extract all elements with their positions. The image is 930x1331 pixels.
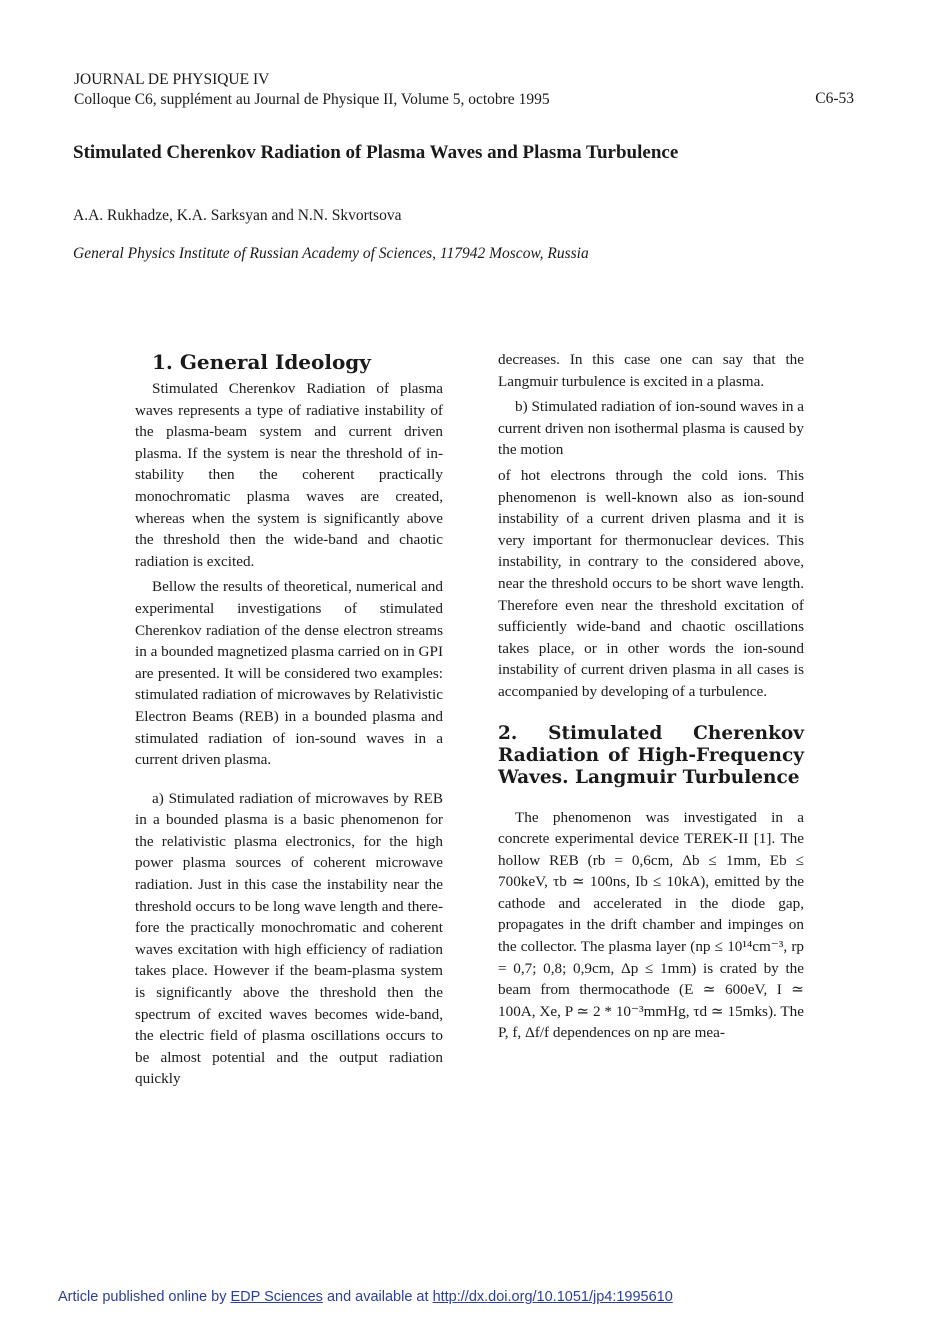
- paper-title: Stimulated Cherenkov Radiation of Plasma Waves and Plasma Turbulence: [73, 142, 679, 163]
- publisher-link[interactable]: EDP Sciences: [230, 1289, 323, 1305]
- publication-footer: [58, 1289, 673, 1305]
- paragraph: Bellow the results of theoretical, numerical and experimental investigations of stimulated Cherenkov radiation of the dense electron streams in a bounded magnetized plasma carried on in GPI are presented. It will be considered two examples: stimulated radiation of microwaves by Relativistic Electron Beams (REB) in a bounded plasma and stimulated radiation of ion-sound waves in a current driven plasma.: [135, 578, 443, 769]
- page-number: C6-53: [815, 90, 854, 107]
- paragraph: a) Stimulated radiation of microwaves by REB in a bounded plasma is a basic phenomenon for the relativistic plasma electronics, for the high power plasma sources of coherent microwave radiation. Just in this case the instability near the threshold occurs to be long wave length and therefore the practically monochromatic and coherent waves excitation with high efficiency of radiation takes place. However if the beam-plasma system is significantly above the threshold then the spectrum of excited waves becomes wide-band, the electric field of plasma oscillations occurs to be almost potential and the output radiation quickly: [135, 789, 443, 1088]
- left-column: [135, 350, 443, 1090]
- footer-middle: and available at: [322, 1289, 433, 1305]
- paragraph: Stimulated Cherenkov Radiation of plasma waves represents a type of radiative instability of the plasma-beam system and current driven plasma. If the system is near the threshold of instability then the coherent practically monochromatic plasma waves are created, whereas when the system is significantly above the threshold then the wide-band and chaotic radiation is excited.: [135, 380, 443, 570]
- doi-link[interactable]: http://dx.doi.org/10.1051/jp4:1995610: [432, 1289, 673, 1305]
- journal-name: JOURNAL DE PHYSIQUE IV: [74, 71, 270, 88]
- paragraph: b) Stimulated radiation of ion-sound waves in a current driven non isothermal plasma is caused by the motion: [498, 398, 804, 459]
- paragraph: of hot electrons through the cold ions. This phenomenon is well-known also as ion-sound instability of a current driven plasma and it is very important for thermonuclear devices. This instability, in contrary to the considered above, near the threshold occurs to be short wave length. Therefore even near the threshold excitation of sufficiently wide-band and chaotic oscillations takes place, or in other words the ion-sound instability of current driven plasma in all cases is accompanied by developing of a turbulence.: [498, 466, 804, 700]
- right-column: [498, 349, 804, 1044]
- authors: A.A. Rukhadze, K.A. Sarksyan and N.N. Skvortsova: [73, 207, 402, 224]
- section-heading-1: 1. General Ideology: [152, 350, 371, 374]
- section-heading-2: 2. Stimulated Cherenkov Radiation of High-Frequency Waves. Langmuir Turbulence: [498, 722, 804, 788]
- journal-header: [74, 70, 550, 110]
- paragraph: decreases. In this case one can say that the Langmuir turbulence is excited in a plasma.: [498, 351, 804, 390]
- paragraph: The phenomenon was investigated in a concrete experimental device TEREK-II [1]. The hollow REB (rb = 0,6cm, Δb ≤ 1mm, Eb ≤ 700keV, τb ≃ 100ns, Ib ≤ 10kA), emitted by the cathode and accelerated in the diode gap, propagates in the drift chamber and impinges on the collector. The plasma layer (np ≤ 10¹⁴cm⁻³, rp = 0,7; 0,8; 0,9cm, Δp ≤ 1mm) is crated by the beam from thermocathode (E ≃ 600eV, I ≃ 100A, Xe, P ≃ 2 * 10⁻³mmHg, τd ≃ 15mks). The P, f, Δf/f dependences on np are mea-: [498, 808, 804, 1042]
- footer-prefix: Article published online by: [58, 1289, 231, 1305]
- affiliation: General Physics Institute of Russian Academy of Sciences, 117942 Moscow, Russia: [73, 245, 589, 262]
- colloque-line: Colloque C6, supplément au Journal de Physique II, Volume 5, octobre 1995: [74, 91, 550, 108]
